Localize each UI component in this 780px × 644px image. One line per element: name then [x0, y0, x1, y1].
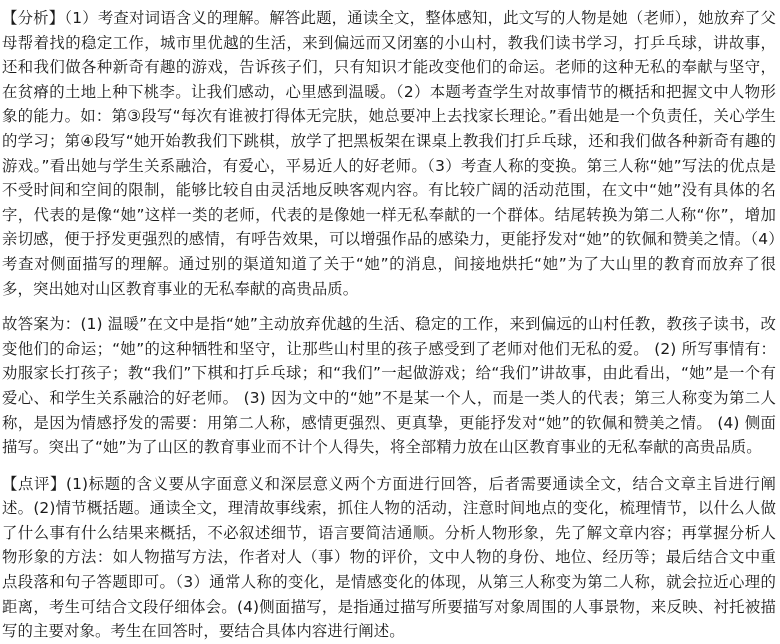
analysis-paragraph: 【分析】（1）考查对词语含义的理解。解答此题，通读全文，整体感知，此文写的人物是她（老师），她放弃了父母帮着找的稳定工作，城市里优越的生活，来到偏远而又闭塞的小山村，教我们读书学习，打乒乓球，讲故事，还和我们做各种新奇有趣的游戏，告诉孩子们，只有知识才能改变他们的命运。老师的这种无私的奉献与坚守，在贫瘠的土地上种下桃李。让我们感动，心里感到温暖。（2）本题考查学生对故事情节的概括和把握文中人物形象的能力。如：第③段写“每次有谁被打得体无完肤，她总要冲上去找家长理论。”看出她是一个负责任，关心学生的学习；第④段写“她开始教我们下跳棋，放学了把黑板架在课桌上教我们打乒乓球，还和我们做各种新奇有趣的游戏。”看出她与学生关系融洽，有爱心，平易近人的好老师。（3）考查人称的变换。第三人称“她”写法的优点是不受时间和空间的限制，能够比较自由灵活地反映客观内容。有比较广阔的活动范围，在文中“她”没有具体的名字，代表的是像“她”这样一类的老师，代表的是像她一样无私奉献的一个群体。结尾转换为第二人称“你”，增加亲切感，便于抒发更强烈的感情，有呼告效果，可以增强作品的感染力，更能抒发对“她”的钦佩和赞美之情。（4）考查对侧面描写的理解。通过别的渠道知道了关于“她”的消息，间接地烘托“她”为了大山里的教育而放弃了很多，突出她对山区教育事业的无私奉献的高贵品质。 [2, 9, 776, 298]
comment-paragraph: 【点评】(1)标题的含义要从字面意义和深层意义两个方面进行回答，后者需要通读全文，结合文章主旨进行阐述。(2)情节概括题。通读全文，理清故事线索，抓住人物的活动，注意时间地点的变化，梳理情节，以什么人做了什么事有什么结果来概括，不必叙述细节，语言要简洁通顺。分析人物形象，先了解文章内容；再掌握分析人物形象的方法：如人物描写方法，作者对人（事）物的评价，文中人物的身份、地位、经历等；最后结合文中重点段落和句子答题即可。（3）通常人称的变化，是情感变化的体现，从第三人称变为第二人称，就会拉近心理的距离，考生可结合文段仔细体会。(4)侧面描写，是指通过描写所要描写对象周围的人事景物，来反映、衬托被描写的主要对象。考生在回答时，要结合具体内容进行阐述。 [2, 474, 776, 641]
answer-paragraph: 故答案为：(1) 温暖”在文中是指“她”主动放弃优越的生活、稳定的工作，来到偏远的山村任教，教孩子读书，改变他们的命运；“她”的这种牺牲和坚守，让那些山村里的孩子感受到了老师对他们无私的爱。 (2) 所写事情有：劝服家长打孩子；教“我们”下棋和打乒乓球；和“我们”一起做游戏；给“我们”讲故事，由此看出，“她”是一个有爱心、和学生关系融洽的好老师。 (3) 因为文中的“她”不是某一个人，而是一类人的代表；第三人称变为第二人称，是因为情感抒发的需要：用第二人称，感情更强烈、更真挚，更能抒发对“她”的钦佩和赞美之情。 (4) 侧面描写。突出了“她”为了山区的教育事业而不计个人得失，将全部精力放在山区教育事业的无私奉献的高贵品质。 [2, 315, 776, 457]
